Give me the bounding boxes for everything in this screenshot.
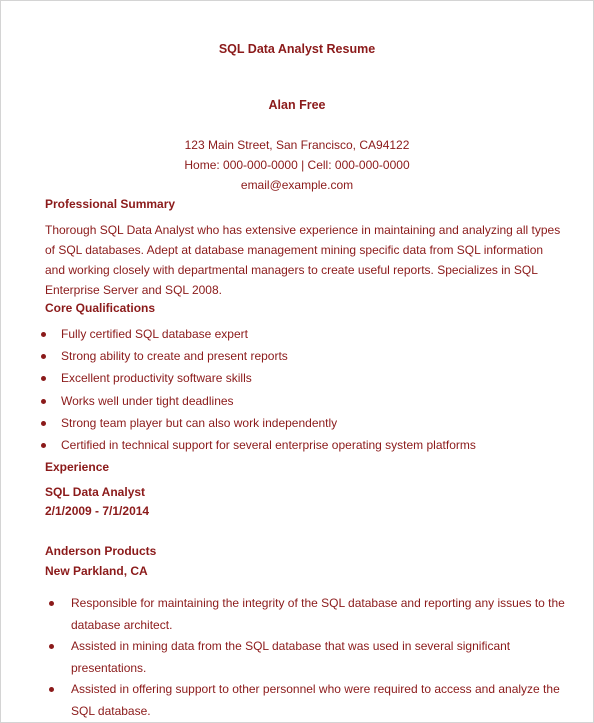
list-item: [39, 413, 579, 435]
bullet-icon: [41, 332, 46, 337]
company-name: Anderson Products: [45, 544, 157, 558]
list-item: [39, 368, 579, 390]
duties-list: [49, 593, 579, 722]
summary-text: Thorough SQL Data Analyst who has extensive experience in maintaining and analyzing all types of SQL databases. Adept at database management mining specific data from SQL information and working closely with departmental managers to create useful reports. Specializes in SQL Enterprise Server and SQL 2008.: [45, 223, 561, 297]
bullet-icon: [49, 644, 54, 649]
duty-text: Assisted in mining data from the SQL database that was used in several significant presentations.: [71, 639, 511, 675]
list-item: [39, 324, 579, 346]
duty-text: Responsible for maintaining the integrity of the SQL database and reporting any issues to the database architect.: [71, 596, 565, 632]
job-dates: 2/1/2009 - 7/1/2014: [45, 504, 150, 518]
summary-heading: Professional Summary: [45, 197, 176, 211]
bullet-icon: [41, 421, 46, 426]
qualifications-heading: Core Qualifications: [45, 301, 156, 315]
list-item: [39, 391, 579, 413]
list-item: [49, 636, 579, 679]
candidate-name: Alan Free: [268, 98, 326, 112]
address-line: 123 Main Street, San Francisco, CA94122: [184, 138, 410, 152]
job-title: SQL Data Analyst: [45, 485, 146, 499]
list-item: [39, 435, 579, 457]
company-location: New Parkland, CA: [45, 564, 148, 578]
bullet-icon: [41, 443, 46, 448]
qualification-text: Certified in technical support for several enterprise operating system platforms: [61, 437, 476, 452]
list-item: [39, 346, 579, 368]
qualifications-list: [39, 324, 579, 457]
bullet-icon: [49, 601, 54, 606]
qualification-text: Works well under tight deadlines: [61, 393, 234, 408]
duty-text: Assisted in offering support to other personnel who were required to access and analyze the SQL database.: [71, 682, 560, 718]
qualification-text: Strong team player but can also work independently: [61, 415, 338, 430]
bullet-icon: [41, 354, 46, 359]
bullet-icon: [41, 399, 46, 404]
qualification-text: Strong ability to create and present reports: [61, 349, 288, 364]
resume-title: SQL Data Analyst Resume: [218, 42, 376, 56]
bullet-icon: [41, 376, 46, 381]
list-item: [49, 679, 579, 722]
email-line: email@example.com: [240, 178, 354, 192]
bullet-icon: [49, 687, 54, 692]
experience-heading: Experience: [45, 460, 110, 474]
phone-line: Home: 000-000-0000 | Cell: 000-000-0000: [184, 158, 410, 172]
qualification-text: Fully certified SQL database expert: [61, 327, 248, 341]
list-item: [49, 593, 579, 636]
qualification-text: Excellent productivity software skills: [61, 371, 252, 386]
